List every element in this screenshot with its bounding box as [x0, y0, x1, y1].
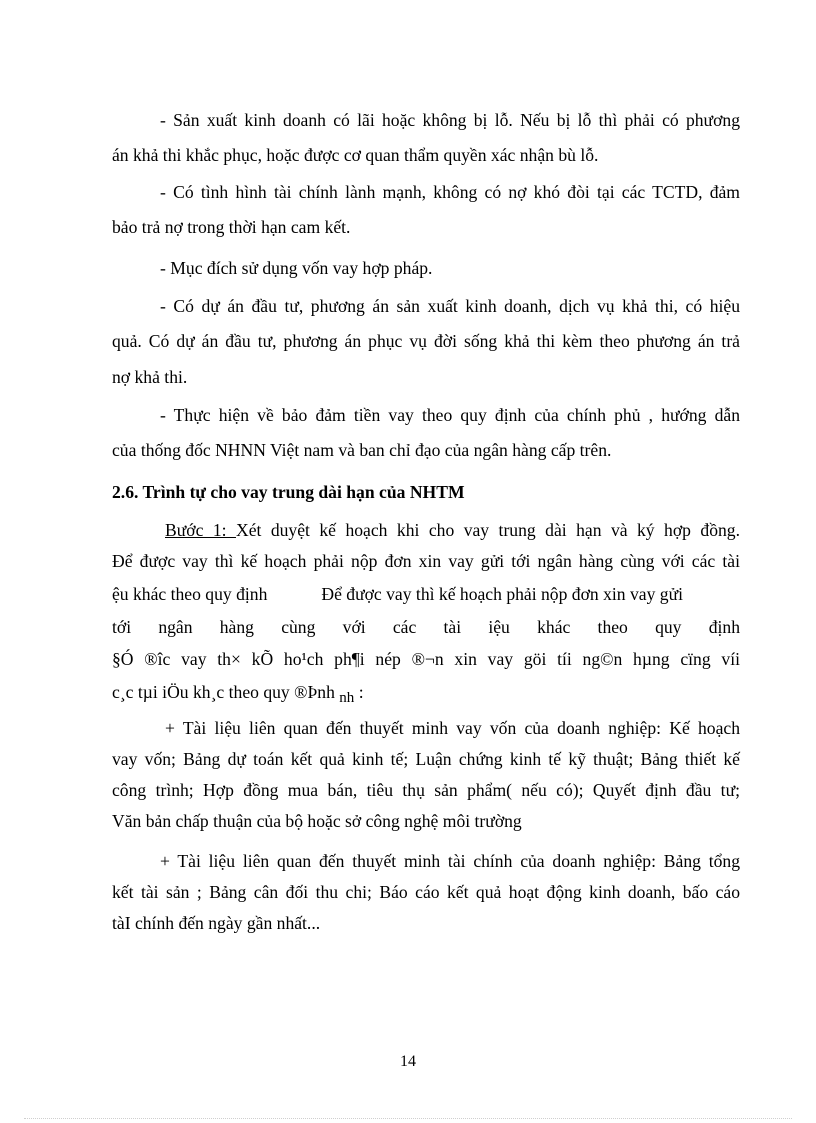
paragraph-2-line-1: - Có tình hình tài chính lành mạnh, không có nợ khó đòi tại các TCTD, đảm [160, 182, 740, 202]
page-bottom-border [24, 1118, 792, 1119]
paragraph-6-line-3 [112, 583, 683, 605]
paragraph-6-line-3-part-b: Để được vay thì kế hoạch phải nộp đơn xin vay gửi [321, 584, 683, 604]
paragraph-4-line-1: - Có dự án đầu tư, phương án sản xuất kinh doanh, dịch vụ khả thi, có hiệu [160, 296, 740, 316]
paragraph-3-line-1: - Mục đích sử dụng vốn vay hợp pháp. [160, 258, 433, 278]
paragraph-6-line-6-main: c¸c tµi iÖu kh¸c theo quy ®Þnh [112, 682, 335, 702]
paragraph-6-line-2: Để được vay thì kế hoạch phải nộp đơn xin vay gửi tới ngân hàng cùng với các tài [112, 551, 740, 571]
paragraph-6-line-4: tới ngân hàng cùng với các tài iệu khác theo quy định [112, 617, 740, 637]
paragraph-5-line-1: - Thực hiện về bảo đảm tiền vay theo quy định của chính phủ , hướng dẫn [160, 405, 740, 425]
paragraph-4-line-2: quả. Có dự án đầu tư, phương án phục vụ đời sống khả thi kèm theo phương án trả [112, 331, 740, 351]
paragraph-1-line-2: án khả thi khắc phục, hoặc được cơ quan thẩm quyền xác nhận bù lỗ. [112, 145, 599, 165]
paragraph-6-line-5: §Ó ®îc vay th× kÕ ho¹ch ph¶i nép ®¬n xin vay göi tíi ng©n hµng cïng víi [112, 649, 740, 669]
paragraph-6-line-6-colon: : [358, 682, 364, 702]
step-1-label: Bước 1: [165, 520, 236, 540]
paragraph-8-line-2: kết tài sản ; Bảng cân đối thu chi; Báo cáo kết quả hoạt động kinh doanh, bấo cáo [112, 882, 740, 902]
step-1-text: Xét duyệt kế hoạch khi cho vay trung dài hạn và ký hợp đồng. [235, 520, 740, 540]
paragraph-6-line-3-part-a: ệu khác theo quy định [112, 584, 268, 604]
paragraph-7-line-2: vay vốn; Bảng dự toán kết quả kinh tế; Luận chứng kinh tế kỹ thuật; Bảng thiết kế [112, 749, 740, 769]
section-heading: 2.6. Trình tự cho vay trung dài hạn của NHTM [112, 482, 465, 502]
paragraph-6-line-6 [112, 681, 364, 705]
page-number: 14 [400, 1053, 416, 1070]
paragraph-7-line-4: Văn bản chấp thuận của bộ hoặc sở công nghệ môi trường [112, 811, 522, 831]
paragraph-8-line-3: tàI chính đến ngày gần nhất... [112, 913, 321, 933]
paragraph-8-line-1: + Tài liệu liên quan đến thuyết minh tài chính của doanh nghiệp: Bảng tổng [160, 851, 740, 871]
paragraph-7-line-3: công trình; Hợp đồng mua bán, tiêu thụ sản phẩm( nếu có); Quyết định đầu tư; [112, 780, 740, 800]
paragraph-2-line-2: bảo trả nợ trong thời hạn cam kết. [112, 217, 351, 237]
paragraph-7-line-1: + Tài liệu liên quan đến thuyết minh vay vốn của doanh nghiệp: Kế hoạch [165, 718, 740, 738]
paragraph-1-line-1: - Sản xuất kinh doanh có lãi hoặc không bị lỗ. Nếu bị lỗ thì phải có phương [160, 110, 740, 130]
paragraph-5-line-2: của thống đốc NHNN Việt nam và ban chỉ đạo của ngân hàng cấp trên. [112, 440, 612, 460]
paragraph-4-line-3: nợ khả thi. [112, 367, 188, 387]
paragraph-6-line-1 [165, 519, 740, 541]
paragraph-6-line-6-subscript: nh [339, 690, 355, 706]
